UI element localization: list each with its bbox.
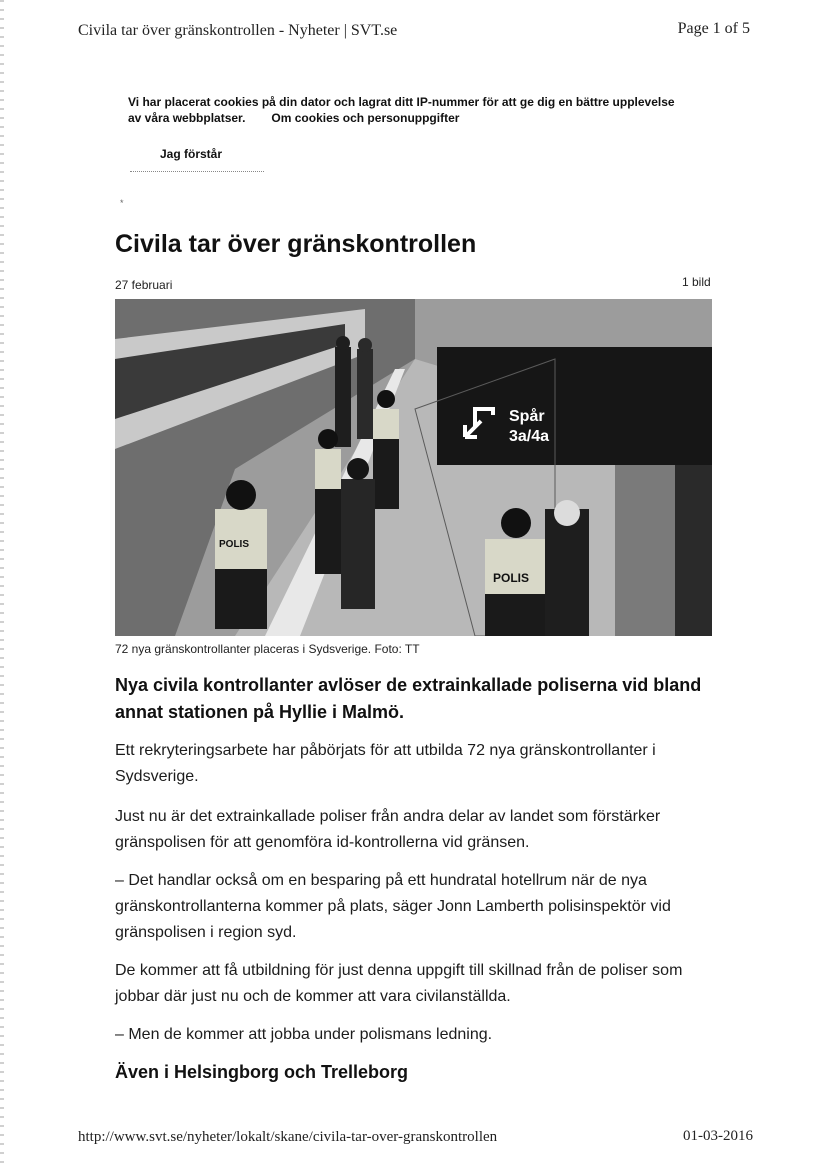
cookie-banner-text: Vi har placerat cookies på din dator och lagrat ditt IP-nummer för att ge dig en bättre upplevelse av våra webbplatser. — [128, 95, 675, 125]
cookie-accept-button[interactable]: Jag förstår — [130, 144, 264, 172]
article-title: Civila tar över gränskontrollen — [115, 230, 477, 258]
article-subheading: Även i Helsingborg och Trelleborg — [115, 1062, 409, 1082]
platform-sign — [437, 347, 712, 465]
cookie-banner — [128, 94, 688, 126]
article-date: 27 februari — [115, 278, 173, 292]
star-icon: * — [120, 198, 124, 208]
article-photo[interactable] — [115, 299, 712, 636]
article-paragraph: – Men de kommer att jobba under polismans ledning. — [115, 1026, 493, 1043]
sign-line-1: Spår — [509, 408, 545, 425]
article-paragraph: Just nu är det extrainkallade poliser från andra delar av landet som förstärker gränspolisen för att genomföra id-kontrollerna vid gränsen. — [115, 808, 661, 851]
article-paragraph: De kommer att få utbildning för just denna uppgift till skillnad från de poliser som jobbar där just nu och de kommer att vara civilanställda. — [115, 962, 683, 1005]
vest-label: POLIS — [219, 539, 250, 550]
photo-caption: 72 nya gränskontrollanter placeras i Sydsverige. Foto: TT — [115, 642, 420, 656]
print-footer-date: 01-03-2016 — [683, 1128, 753, 1144]
article-paragraph: – Det handlar också om en besparing på ett hundratal hotellrum när de nya gränskontrollanterna kommer på plats, säger Jonn Lamberth polisinspektör vid gränspolisen i region syd. — [115, 872, 671, 941]
print-header-page-count: Page 1 of 5 — [677, 20, 750, 37]
scan-edge-marks — [0, 0, 4, 1168]
vest-label: POLIS — [493, 571, 530, 585]
photo-scene — [115, 299, 712, 636]
sign-line-2: 3a/4a — [509, 428, 550, 445]
image-count[interactable]: 1 bild — [682, 275, 711, 289]
print-header-title: Civila tar över gränskontrollen - Nyheter | SVT.se — [78, 22, 398, 39]
print-footer-url: http://www.svt.se/nyheter/lokalt/skane/civila-tar-over-granskontrollen — [78, 1129, 498, 1145]
article-lead: Nya civila kontrollanter avlöser de extrainkallade poliserna vid bland annat stationen på Hyllie i Malmö. — [115, 675, 702, 722]
article-paragraph: Ett rekryteringsarbete har påbörjats för att utbilda 72 nya gränskontrollanter i Sydsverige. — [115, 742, 656, 785]
cookie-info-link[interactable]: Om cookies och personuppgifter — [271, 111, 460, 125]
